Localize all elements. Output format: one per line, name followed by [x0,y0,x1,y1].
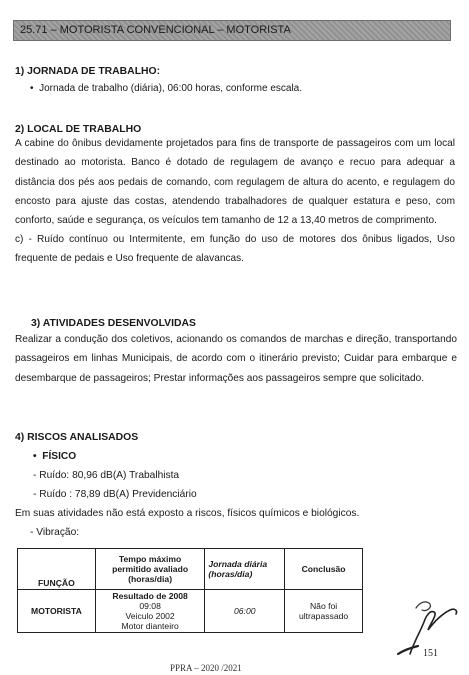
page-number: 151 [423,648,438,659]
jornada-text: (diária), 06:00 horas, conforme escala. [128,83,303,94]
bullet-dot: • [33,451,43,462]
tempo-line-1: Resultado de 2008 [112,591,188,601]
fisico-label: FÍSICO [42,451,77,462]
tempo-line-4: Motor dianteiro [121,621,179,631]
riscos-heading: 4) RISCOS ANALISADOS [15,432,139,443]
ruido-previdenciario: - Ruído : 78,89 dB(A) Previdenciário [33,489,197,500]
vibration-table [17,548,363,633]
vibracao-label: - Vibração: [30,527,80,538]
local-note: c) - Ruído contínuo ou Intermitente, em função do uso de motores dos ônibus ligados, Uso frequente de pedais e Uso frequente de alavancas. [15,234,455,265]
fisico-bullet [33,451,76,462]
cell-conclusao: Não foi ultrapassado [285,590,363,633]
page-footer: PPRA – 2020 /2021 [170,663,242,673]
jornada-bullet [30,83,302,94]
jornada-heading: 1) JORNADA DE TRABALHO: [15,66,161,77]
atividades-paragraph: Realizar a condução dos coletivos, acionando os comandos de marchas e direção, transportando passageiros em linhas Municipais, de acordo com o itinerário previsto; Cuidar para embarque e desembarque de passageiros; Prestar informações aos passageiros sempre que solicitado. [15,334,457,384]
header-funcao: FUNÇÃO [18,549,96,590]
table-header-row [18,549,363,590]
jornada-label: Jornada de trabalho [39,83,129,94]
cell-jornada: 06:00 [205,590,285,633]
local-heading: 2) LOCAL DE TRABALHO [15,124,142,135]
tempo-line-2: 09:08 [139,601,161,611]
section-header-bar [13,20,451,41]
header-conclusao: Conclusão [285,549,363,590]
riscos-summary: Em suas atividades não está exposto a riscos, físicos químicos e biológicos. [15,508,360,519]
section-title: 25.71 – MOTORISTA CONVENCIONAL – MOTORISTA [20,24,291,36]
ruido-trabalhista: - Ruído: 80,96 dB(A) Trabalhista [33,470,180,481]
atividades-heading: 3) ATIVIDADES DESENVOLVIDAS [31,318,196,329]
local-paragraph: A cabine do ônibus devidamente projetados para fins de transporte de passageiros com um local destinado ao motorista. Banco é dotado de regulagem de avanço e recuo para adequar a distância dos pés aos pedais de comando, com regulagem de altura do acento, e regulagem do encosto para ajuste das costas, atendendo trabalhadores de qualquer estatura e peso, com conforto, saúde e segurança, os veículos tem tamanho de 12 a 13,40 metros de comprimento. [15,138,455,227]
header-tempo: Tempo máximo permitido avaliado (horas/dia) [95,549,205,590]
header-jornada: Jornada diária (horas/dia) [205,549,285,590]
cell-tempo [95,590,205,633]
bullet-dot: • [30,83,40,94]
cell-funcao: MOTORISTA [18,590,96,633]
table-row [18,590,363,633]
tempo-line-3: Veiculo 2002 [125,611,175,621]
